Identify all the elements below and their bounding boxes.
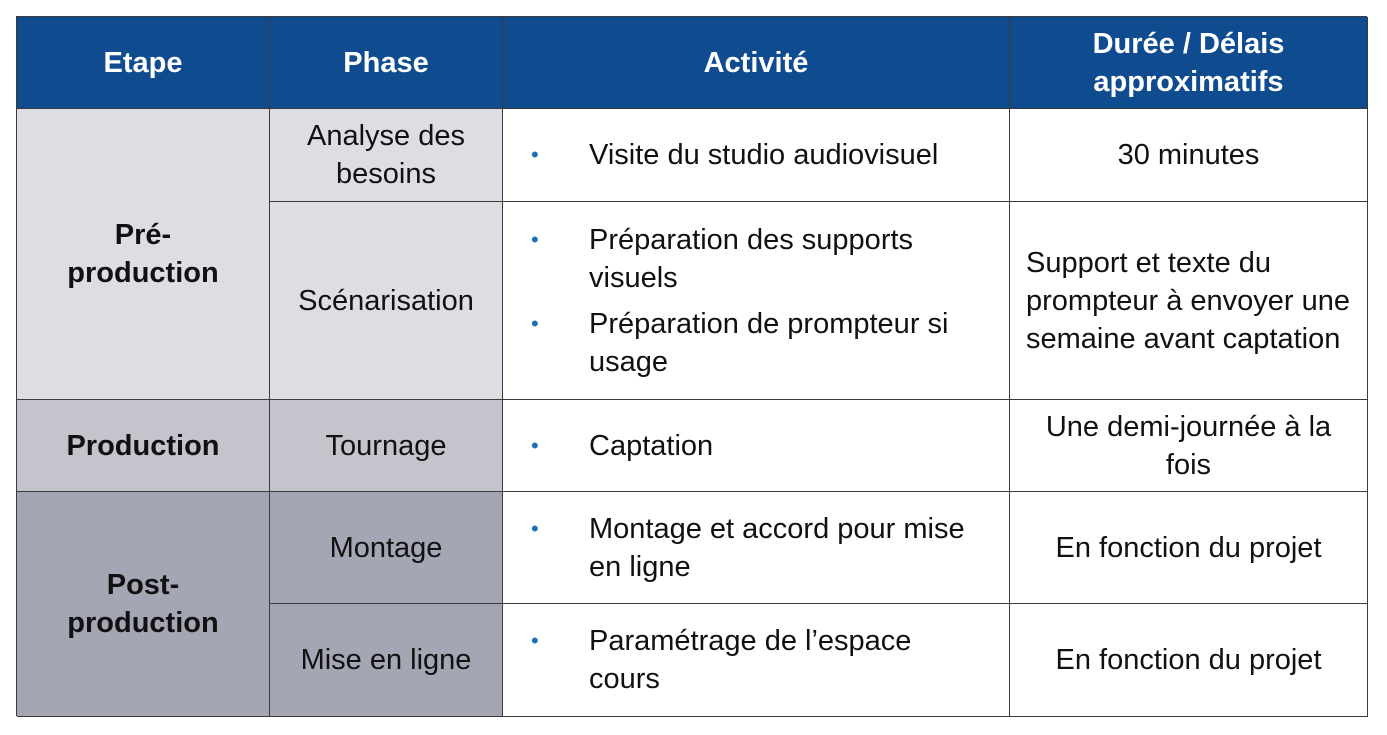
activite-tournage <box>503 400 1010 492</box>
duree-scenarisation <box>1010 202 1368 400</box>
duree-analyse <box>1010 109 1368 202</box>
phase-montage <box>270 492 503 604</box>
activity-text: Préparation de prompteur si usage <box>589 307 949 378</box>
activite-montage <box>503 492 1010 604</box>
etape-preproduction <box>17 109 270 400</box>
etape-preproduction-line1: Pré- <box>114 219 172 251</box>
activity-text: Préparation des supports visuels <box>589 223 914 294</box>
duree-text: Une demi-journée à la fois <box>1045 410 1332 481</box>
bullet-icon: • <box>531 628 539 653</box>
header-phase-label: Phase <box>343 46 429 79</box>
activity-text: Visite du studio audiovisuel <box>589 139 939 171</box>
duree-text: Support et texte du prompteur à envoyer une semaine avant captation <box>1026 246 1351 355</box>
header-duree <box>1010 17 1368 109</box>
list-item <box>531 221 969 297</box>
bullet-icon: • <box>531 432 539 458</box>
etape-postproduction-line2: production <box>67 607 219 639</box>
etape-production-label: Production <box>66 429 220 462</box>
phase-tournage-label: Tournage <box>325 429 447 462</box>
activite-mise-en-ligne <box>503 604 1010 717</box>
phase-montage-label: Montage <box>329 531 443 564</box>
duree-tournage <box>1010 400 1368 492</box>
activity-text: Montage et accord pour mise en ligne <box>589 512 965 583</box>
phase-analyse-line2: besoins <box>336 158 436 190</box>
etape-postproduction <box>17 492 270 717</box>
list-item <box>531 136 938 174</box>
duree-text: En fonction du projet <box>1055 531 1322 564</box>
duree-text: 30 minutes <box>1117 139 1260 171</box>
list-item <box>531 622 969 698</box>
duree-montage <box>1010 492 1368 604</box>
activity-text: Captation <box>589 429 714 462</box>
header-duree-line1: Durée / Délais <box>1092 27 1285 60</box>
phase-scenarisation <box>270 202 503 400</box>
activite-scenarisation <box>503 202 1010 400</box>
etape-production <box>17 400 270 492</box>
activity-text: Paramétrage de l’espace cours <box>589 625 912 695</box>
list-item <box>531 305 969 381</box>
planning-table <box>16 16 1367 716</box>
bullet-icon: • <box>531 515 539 541</box>
duree-text: En fonction du projet <box>1055 644 1322 676</box>
duree-mise-en-ligne <box>1010 604 1368 717</box>
phase-analyse-des-besoins <box>270 109 503 202</box>
header-activite-label: Activité <box>703 46 809 79</box>
bullet-icon: • <box>531 226 539 252</box>
bullet-icon: • <box>531 142 539 167</box>
phase-mise-en-ligne <box>270 604 503 717</box>
activite-analyse <box>503 109 1010 202</box>
etape-preproduction-line2: production <box>67 257 219 289</box>
phase-mise-en-ligne-label: Mise en ligne <box>300 644 472 676</box>
phase-tournage <box>270 400 503 492</box>
header-duree-line2: approximatifs <box>1093 65 1284 98</box>
phase-analyse-line1: Analyse des <box>307 120 465 152</box>
etape-postproduction-line1: Post- <box>106 569 180 601</box>
header-phase <box>270 17 503 109</box>
header-etape <box>17 17 270 109</box>
bullet-icon: • <box>531 310 539 336</box>
header-activite <box>503 17 1010 109</box>
phase-scenarisation-label: Scénarisation <box>298 284 474 317</box>
list-item <box>531 510 969 586</box>
header-etape-label: Etape <box>103 46 183 79</box>
list-item <box>531 427 713 465</box>
